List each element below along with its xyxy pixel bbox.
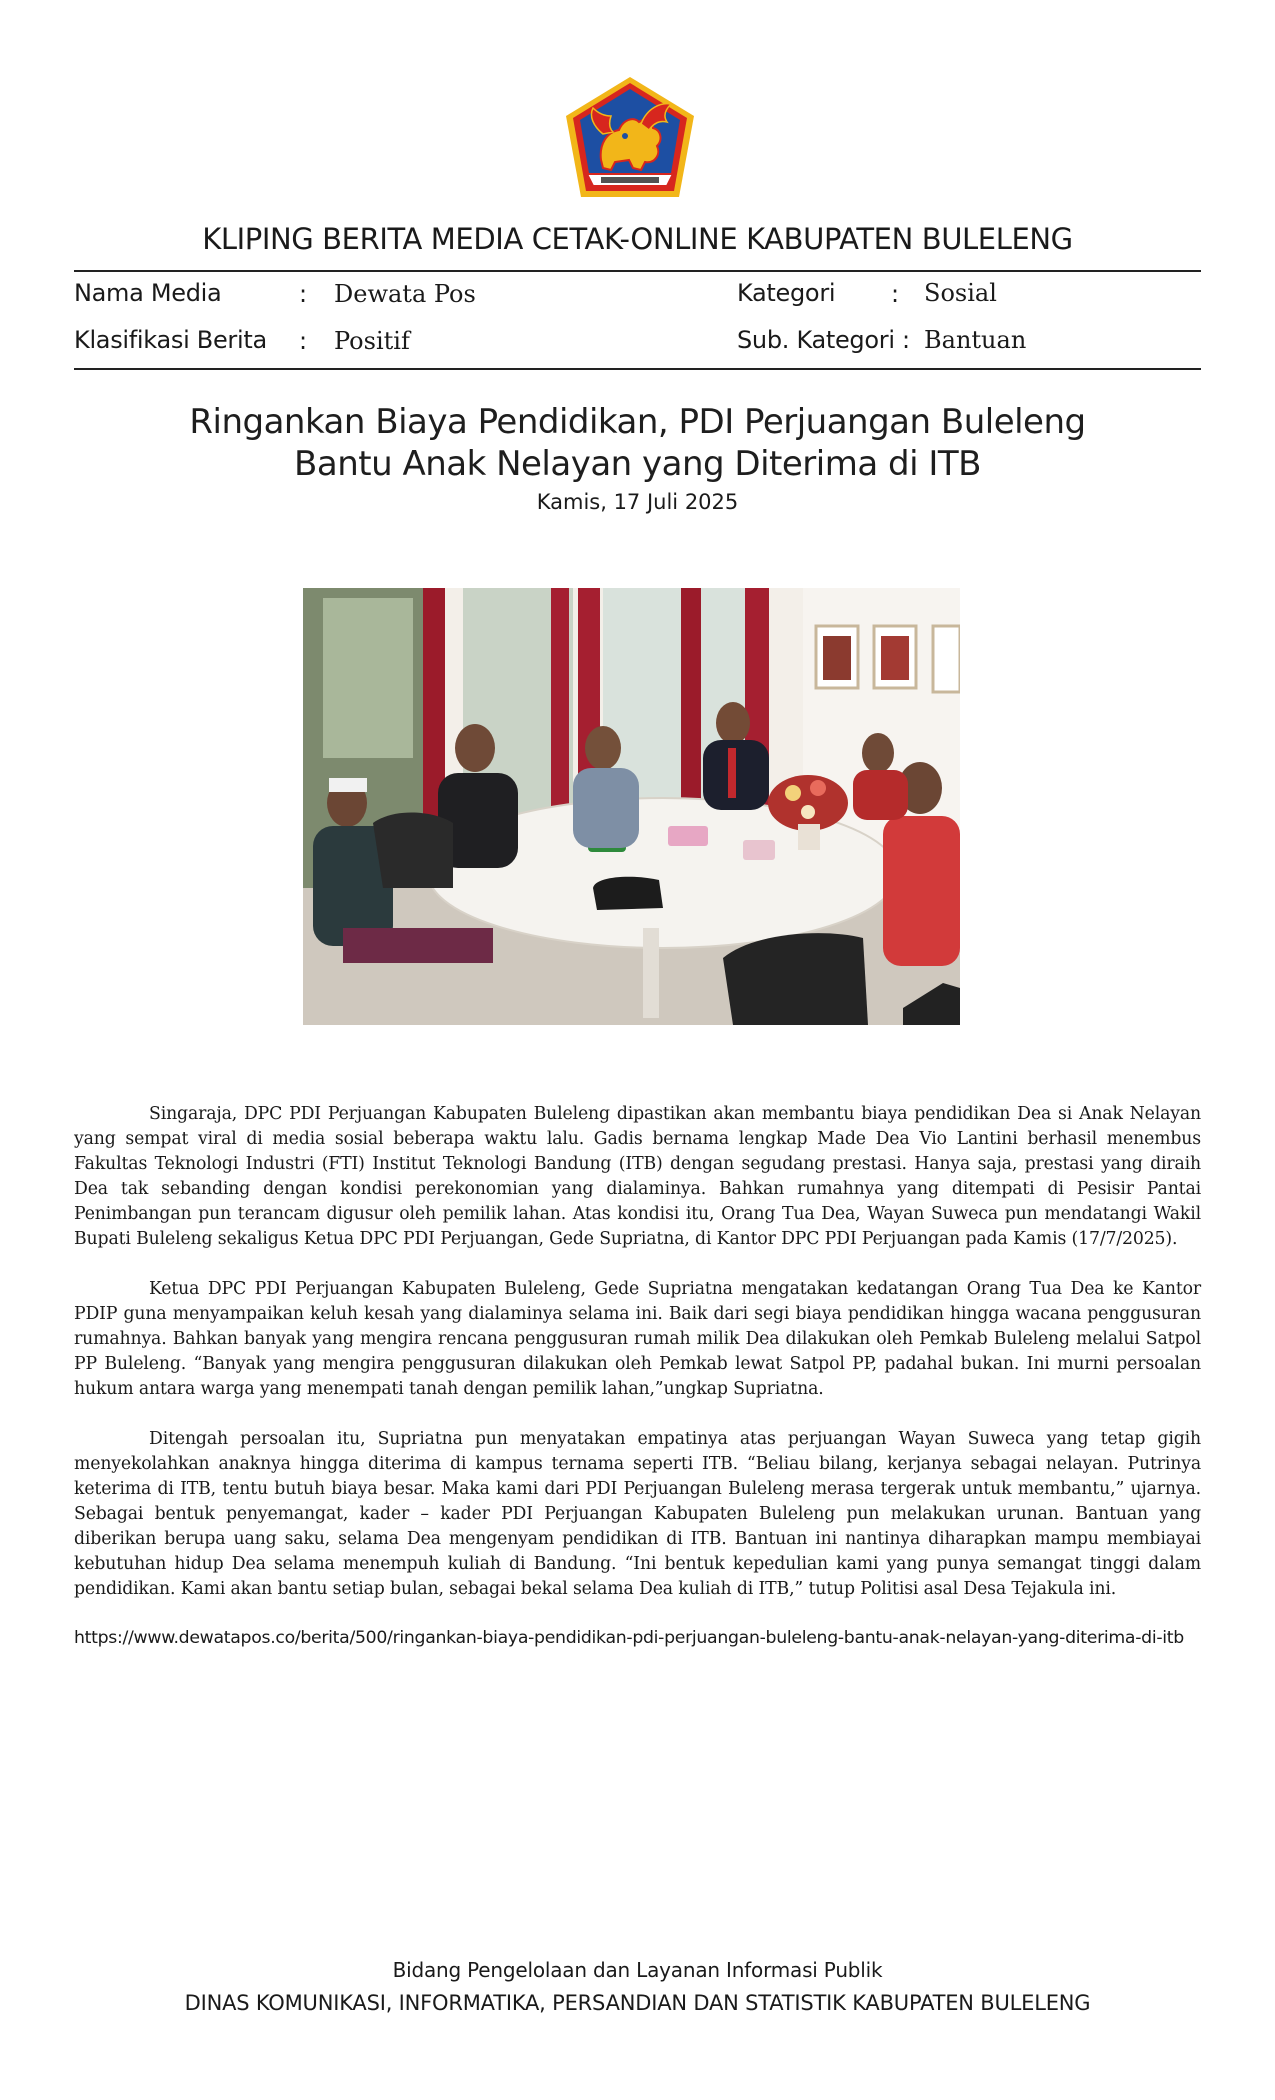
media-name-label: Nama Media: [74, 279, 222, 307]
source-url-link[interactable]: https://www.dewatapos.co/berita/500/ringankan-biaya-pendidikan-pdi-perjuangan-buleleng-bantu-anak-nelayan-yang-diterima-di-itb: [74, 1628, 1184, 1648]
subcategory-label: Sub. Kategori :: [737, 326, 910, 354]
media-name-colon: :: [299, 280, 307, 308]
article-body: [74, 1102, 1201, 1627]
classification-colon: :: [299, 327, 307, 355]
clipping-header-title: KLIPING BERITA MEDIA CETAK-ONLINE KABUPATEN BULELENG: [202, 222, 1073, 256]
footer-division: Bidang Pengelolaan dan Layanan Informasi Publik: [392, 1958, 883, 1982]
classification-value: Positif: [334, 327, 410, 355]
article-headline-line2: Bantu Anak Nelayan yang Diterima di ITB: [294, 444, 981, 484]
article-headline: [0, 401, 1275, 485]
media-name-value: Dewata Pos: [334, 280, 476, 308]
footer-agency: DINAS KOMUNIKASI, INFORMATIKA, PERSANDIAN DAN STATISTIK KABUPATEN BULELENG: [184, 1991, 1091, 2015]
category-label: Kategori: [737, 279, 836, 307]
article-paragraph-3: Ditengah persoalan itu, Supriatna pun menyatakan empatinya atas perjuangan Wayan Suweca yang tetap gigih menyekolahkan anaknya hingga diterima di kampus ternama seperti ITB. “Beliau bilang, kerjanya sebagai nelayan. Putrinya keterima di ITB, tentu butuh biaya besar. Maka kami dari PDI Perjuangan Buleleng merasa tergerak untuk membantu,” ujarnya. Sebagai bentuk penyemangat, kader – kader PDI Perjuangan Kabupaten Buleleng pun melakukan urunan. Bantuan yang diberikan berupa uang saku, selama Dea mengenyam pendidikan di ITB. Bantuan ini nantinya diharapkan mampu membiayai kebutuhan hidup Dea selama menempuh kuliah di Bandung. “Ini bentuk kepedulian kami yang punya semangat tinggi dalam pendidikan. Kami akan bantu setiap bulan, sebagai bekal selama Dea kuliah di ITB,” tutup Politisi asal Desa Tejakula ini.: [74, 1429, 1201, 1599]
classification-label: Klasifikasi Berita: [74, 326, 267, 354]
article-headline-line1: Ringankan Biaya Pendidikan, PDI Perjuangan Buleleng: [189, 402, 1086, 442]
category-value: Sosial: [924, 279, 997, 307]
category-colon: :: [891, 280, 899, 308]
article-date: Kamis, 17 Juli 2025: [536, 490, 739, 514]
kabupaten-buleleng-logo: [563, 74, 697, 200]
header-divider-top: [74, 270, 1201, 272]
article-photo: [303, 588, 960, 1025]
article-paragraph-2: Ketua DPC PDI Perjuangan Kabupaten Buleleng, Gede Supriatna mengatakan kedatangan Orang Tua Dea ke Kantor PDIP guna menyampaikan keluh kesah yang dialaminya selama ini. Baik dari segi biaya pendidikan hingga wacana penggusuran rumahnya. Bahkan banyak yang mengira rencana penggusuran rumah milik Dea dilakukan oleh Pemkab Buleleng melalui Satpol PP Buleleng. “Banyak yang mengira penggusuran dilakukan oleh Pemkab lewat Satpol PP, padahal bukan. Ini murni persoalan hukum antara warga yang menempati tanah dengan pemilik lahan,”ungkap Supriatna.: [74, 1279, 1201, 1399]
article-paragraph-1: Singaraja, DPC PDI Perjuangan Kabupaten Buleleng dipastikan akan membantu biaya pendidikan Dea si Anak Nelayan yang sempat viral di media sosial beberapa waktu lalu. Gadis bernama lengkap Made Dea Vio Lantini berhasil menembus Fakultas Teknologi Industri (FTI) Institut Teknologi Bandung (ITB) dengan segudang prestasi. Hanya saja, prestasi yang diraih Dea tak sebanding dengan kondisi perekonomian yang dialaminya. Bahkan rumahnya yang ditempati di Pesisir Pantai Penimbangan pun terancam digusur oleh pemilik lahan. Atas kondisi itu, Orang Tua Dea, Wayan Suweca pun mendatangi Wakil Bupati Buleleng sekaligus Ketua DPC PDI Perjuangan, Gede Supriatna, di Kantor DPC PDI Perjuangan pada Kamis (17/7/2025).: [74, 1104, 1201, 1249]
header-divider-bottom: [74, 368, 1201, 370]
subcategory-value: Bantuan: [924, 326, 1027, 354]
